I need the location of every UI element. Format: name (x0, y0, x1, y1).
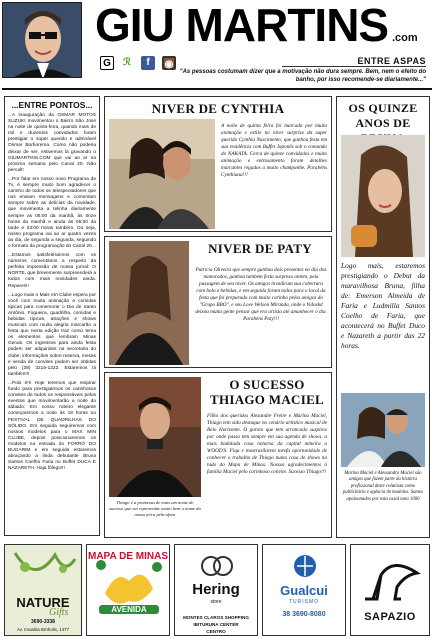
ad-sapazio-brand: SAPAZIO (364, 611, 416, 623)
ad-nature-sub: Gifts (49, 607, 69, 618)
entre-pontos-paragraph: ...Logo mais o Mais em Clube espera por você com muita animação e comidas típicas para comemorar o Dia de Santo Antônio. Fogueira, quadrilha, comidas e bebidas típicas, atrações e shows musicais com muita alegria marcarão a festa que nesta edição traz como tema os elementos que lembram Minas Gerais. Os ingressos para ainda festa podem ser adquiridos na secretaria do clube; informações sobre reserva, mesas e venda de convites podem ser obtidas pelo (38) 3215-1222. Estaremos lá também!!! (8, 292, 96, 377)
ad-sapazio[interactable] (350, 544, 430, 636)
ad-hering-line2: IBITURUNA CENTER (193, 622, 239, 627)
header-divider (2, 88, 432, 90)
instagram-icon[interactable]: ◉ (162, 56, 176, 70)
ad-gualcui-turismo[interactable] (262, 544, 346, 636)
article-cynthia-title: NIVER DE CYNTHIA (151, 101, 285, 116)
ad-hering-line1: MONTES CLAROS SHOPPING (183, 615, 249, 620)
ad-nature-phone: 3690-3338 (31, 619, 55, 625)
thiago-photo (109, 377, 201, 497)
ad-mapa-sub: AVENIDA (99, 605, 159, 614)
article-thiago-title: O SUCESSO THIAGO MACIEL (209, 377, 325, 407)
article-thiago-text: Filho dos queridos Alexandre Freire e Marina Maciel, Thiago tem sido destaque no cenário artístico musical de Belo Horizonte. O garoto que tem arrancado suspiros por onde passa tem sempre em sua agenda de shows, a mais badalada casa noturna da capital mineira a WOOD'S. Fiqu e mostrasilarem tarefa oportunidade de conhecer o trabalho de Thiago numa casa de shows na lado do Mapa de Minas. Nossos agradecimentos à família Maciel pelo carinhoso convite. Sucesso Thiago!!! (207, 413, 327, 475)
masthead-domain: .com (392, 32, 418, 44)
leaf-icon[interactable]: ℛ (120, 56, 134, 70)
maciel-couple-caption: Marina Maciel e Alessandro Maciel são amigos que fazem parte da história profissional deste colunista como publicitário e agência de modelos. Somos apaixonados por esta casal nota 1000 (342, 471, 424, 502)
ad-gualcui-brand: Gualcui (280, 583, 328, 598)
ad-gualcui-sub: TURISMO (288, 599, 320, 605)
ad-mapa-de-minas[interactable] (86, 544, 170, 636)
masthead-title: GIU MARTINS (95, 0, 389, 51)
article-thiago (104, 372, 332, 538)
bruna-photo (341, 135, 425, 257)
google-plus-icon[interactable]: G (100, 56, 114, 70)
columnist-photo (2, 2, 82, 78)
article-cynthia-text: A noite de quinta feira foi marcada por muita animação e estilo no niver surprise da super querida Cynthia Nascimento, que ganhou festa em sua residência com Buffet Japonês sob o comando do NAKATA. Cerca de quinze convidados e muita animação e entrosamento foram detalhes marcantes regados a muito champanhe. Parabéns Cynthiaaa!!! (221, 123, 327, 178)
ad-gualcui-phone: 38 3690-8080 (282, 611, 326, 618)
paty-photo (109, 241, 189, 365)
entre-aspas-quote: "As pessoas costumam dizer que a motivação não dura sempre. Bem, nem o efeito do banho, por isso recomende-se diariamente..." (179, 69, 426, 83)
article-cynthia (104, 96, 332, 232)
article-paty-text: Patrícia Oliveira que sempre ganhou dois presentes no dia dos namorados, ganhou também festa surpresa ontem, pela passagem de seu niver. Os amigos invadiram sua cobertura com bolo e bebidas, e em seguida foram todos para o local da festa que foi preparado com muito carinho pelos amigos do "Grupo BBO", e seu Love Welson Miranda, onde o Yidoskd deixou muita gente pensar que era artista até amanhecer o dia. Parabéns Paty!!! (195, 267, 327, 322)
thiago-photo-caption: Thiago é a promessa de mais um nome de sucesso que vai representar muito bem o nome da nossa terra pela afora (109, 500, 201, 517)
entre-pontos-paragraph: ...A inauguração da OSMAR MOTOS SUZUKI movimentou o Bairro São José na noite de quinta-feira, quando mais de mil e duzentos convidados foram prestigiar o super querido e admirável Osmar Borborema. Como não poderia deixar de ser, estivemos lá gravando o GIUMARTINS.COM que vai ao ar na próxima semana pelo Canal 20. Não percal!! (8, 113, 96, 173)
ad-nature-brand: NATURE (16, 595, 70, 610)
article-paty (104, 236, 332, 368)
entre-pontos-paragraph: ...Estamos satisfeitíssimos com os números comentários a respeito da perfeita impressão de nossa jornal: O NORTE, que brevemente surpreenderá a todos com mais novidades ainda. Reparei!!! (8, 253, 96, 289)
article-bruna (336, 96, 430, 538)
entre-pontos-paragraph: ...Por falar em nosso novo Programa de Tv, é sempre muito bom agradecer o carinho de todos os telespectadores que nos enviam mensagens e comentam sempre sobre as delícias da novidade, que movimenta a telinha diariamente sempre as 05:00 da manhã, às 0nze horas da manhã e ainda às 05:00 da tarde e 23:00 horas também. Ou seja, nosso programa vai ao ar quatro vezes ao dia, de segunda a segunda, seguindo o formato da programação do Canal 20... (8, 176, 96, 249)
ad-hering-line3: CENTRO (206, 629, 226, 634)
entre-pontos-title: ...ENTRE PONTOS... (11, 100, 93, 110)
cynthia-photo (109, 119, 215, 229)
ad-hering-brand: Hering (192, 581, 240, 598)
article-bruna-text: Logo mais, estaremos prestigiando o Debut da maravilhosa Bruna, filha de: Emerson Almeida de Faria e Ludmilla Santos Coelho de Faria, que acontecerá no Buffet Duco e Nazareth a partir das 22 horas. (341, 261, 425, 350)
ad-nature-gifts[interactable] (4, 544, 82, 636)
ad-mapa-brand: MAPA DE MINAS (88, 551, 168, 562)
article-bruna-title: OS QUINZE ANOS DE (348, 101, 418, 130)
ad-nature-address: Av. Imoalira Brnholis, 1477 (16, 627, 70, 632)
article-paty-title: NIVER DE PATY (208, 241, 312, 256)
maciel-couple-photo (341, 393, 425, 467)
entre-pontos-paragraph: ...Pois é!!! Hoje teremos que respirar fundo para prestigiarmos os carinhosos convites de todos os responsáveis pelos eventos que movimentarão a noite do sábado: Em nosso roteiro elegante começaremos a noite às 18 horas no FESTIVAL DE QUADRILHAS DO SÓLIDO. Em seguida seguiremos com nossos modelos para o MAX MIN CLUBE, depois posicionaremos os modelos na entrada do FORRÓ DO BUGARIM e em seguida estaremos abraçando a linda debutante Bruna Santos Coelho Faria no Buffet DUCA E NAZARETH. Haja fôlego!!! (8, 380, 96, 472)
entre-aspas-rule (282, 66, 426, 67)
facebook-icon[interactable]: f (141, 56, 155, 70)
ad-hering-store[interactable] (174, 544, 258, 636)
entre-aspas-heading: ENTRE ASPAS (357, 56, 426, 66)
ad-hering-sub: store (210, 599, 222, 605)
entre-pontos-column (4, 96, 100, 536)
